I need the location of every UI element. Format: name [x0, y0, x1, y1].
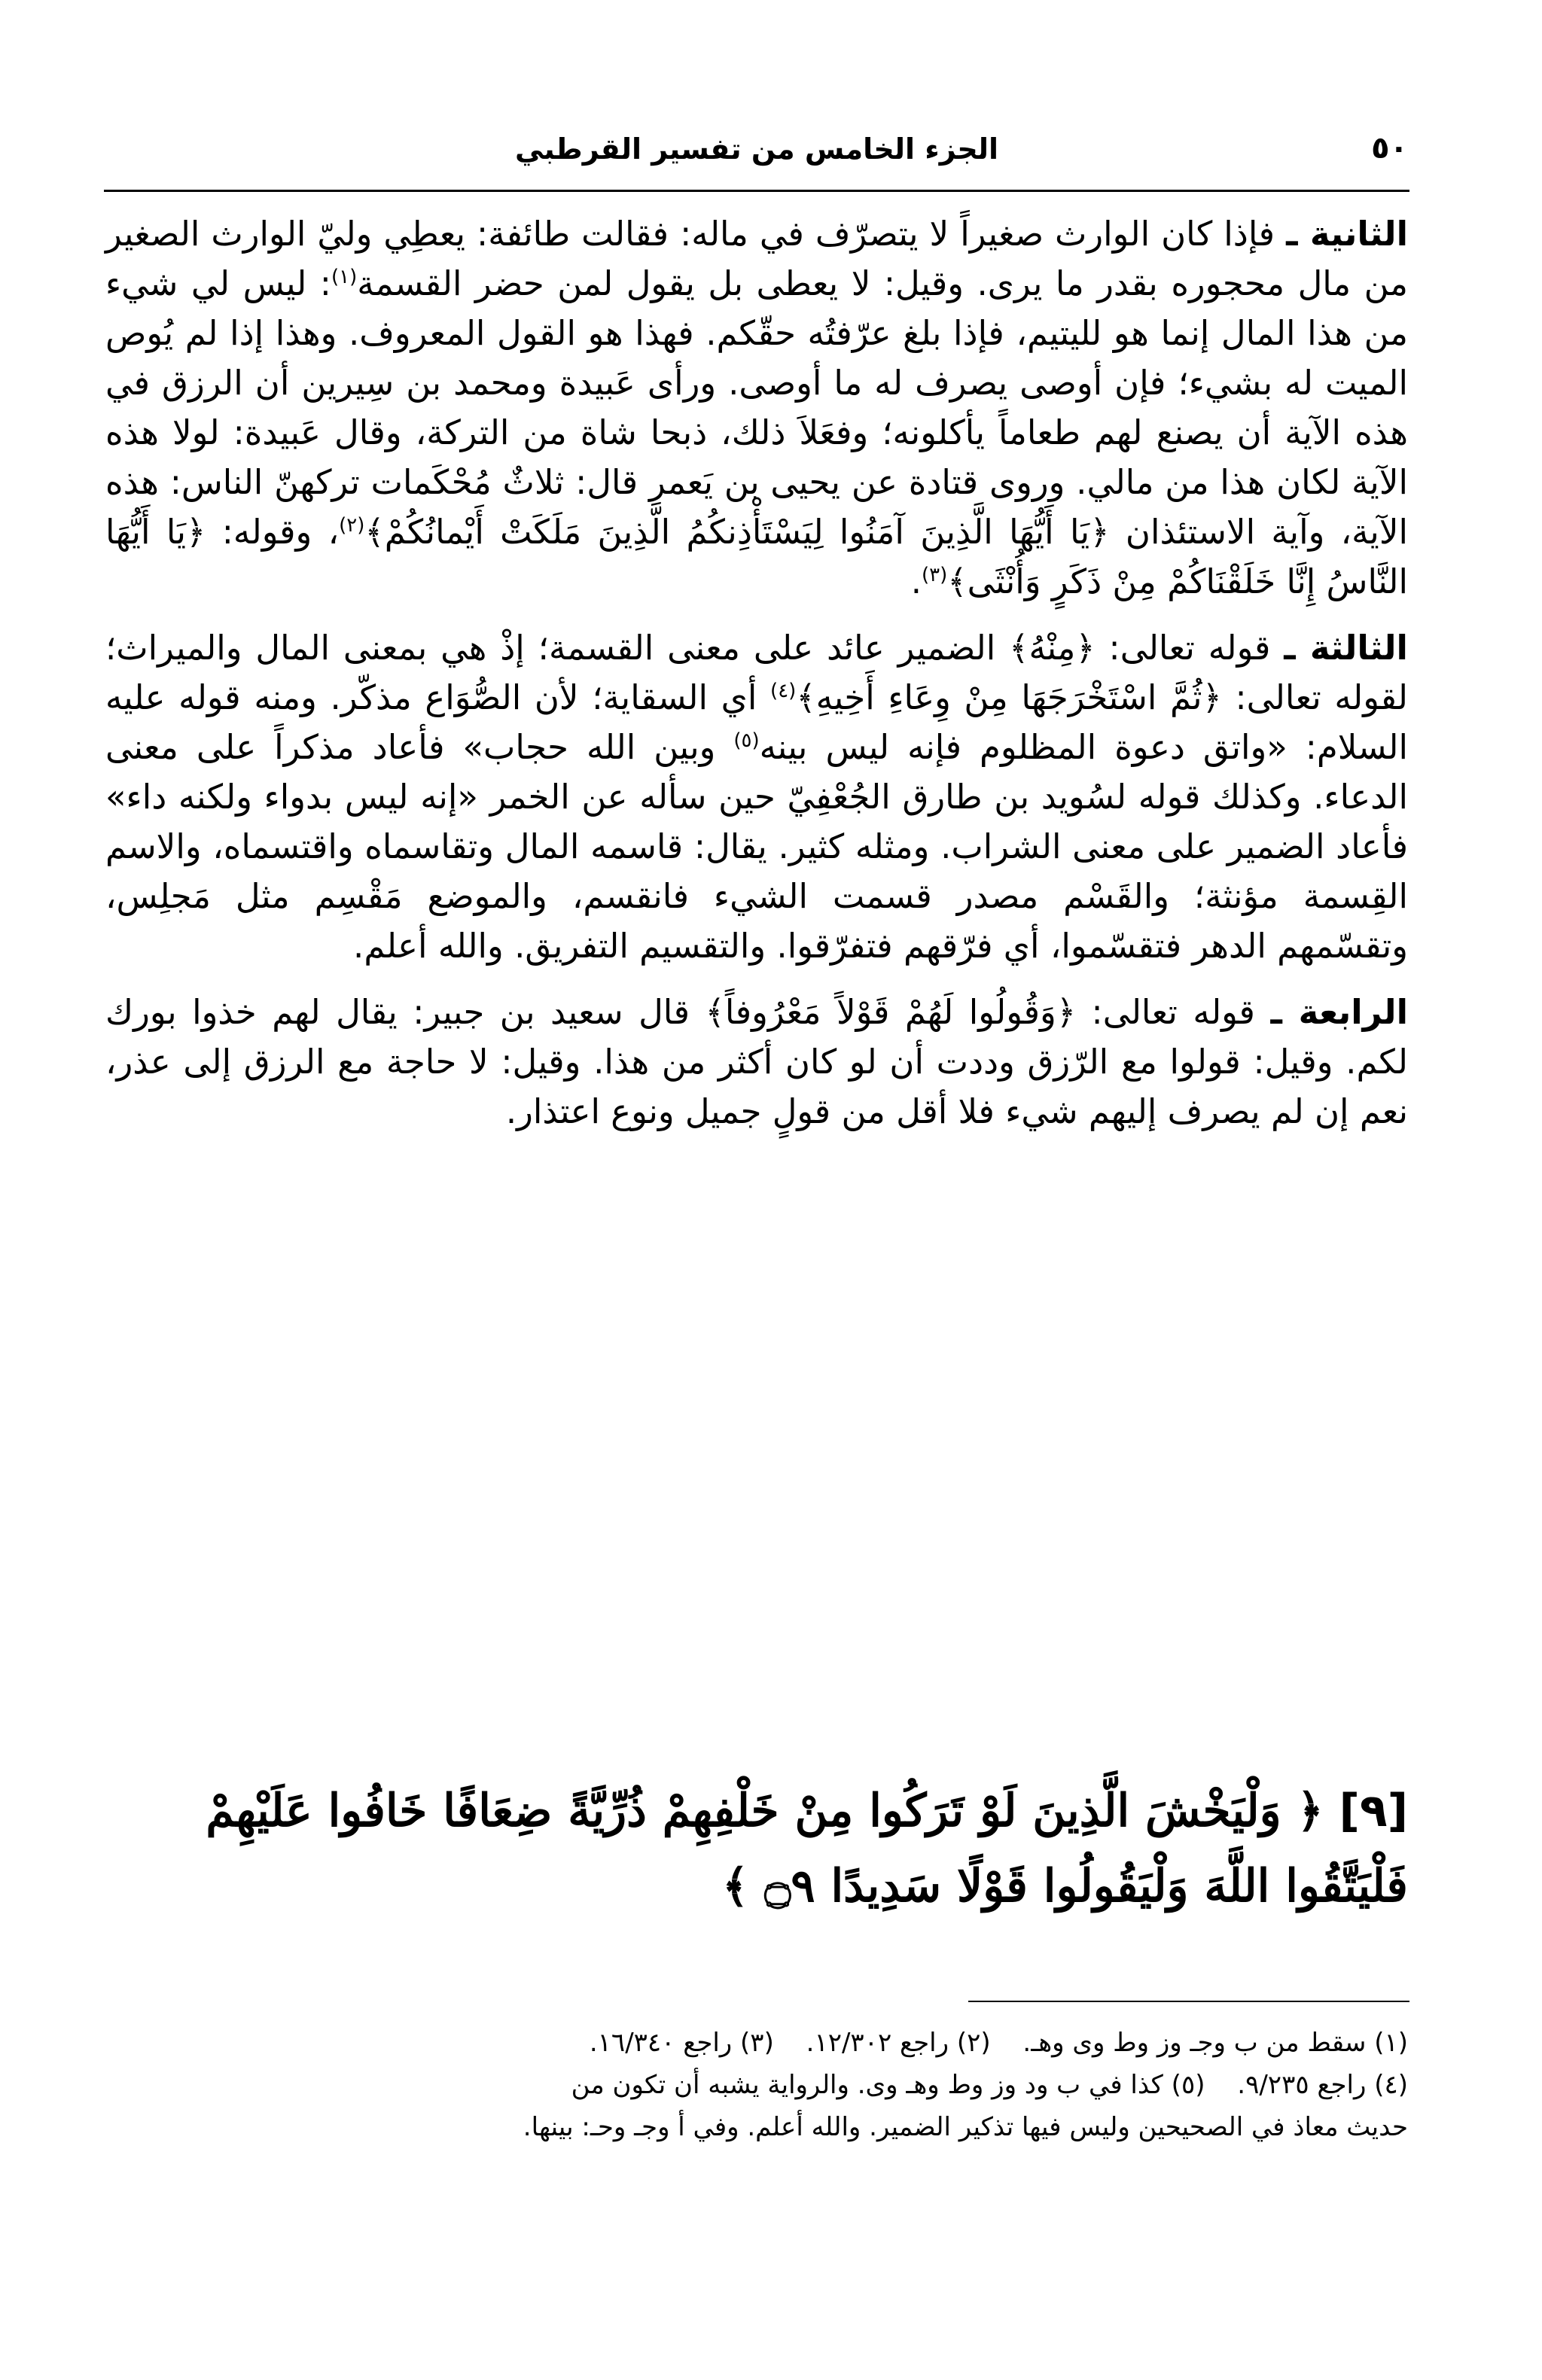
paragraph-fourth — [105, 988, 1408, 1137]
footnote-divider — [968, 2001, 1409, 2002]
footnote-ref: (١) — [331, 266, 358, 288]
running-title: الجزء الخامس من تفسير القرطبي — [514, 132, 999, 166]
footnote: (٢) راجع ١٢/٣٠٢. — [806, 2028, 991, 2058]
paragraph-text: ، وقوله: ﴿يَا أَيُّهَا النَّاسُ إِنَّا خَلَقْنَاكُمْ مِنْ ذَكَرٍ وَأُنْثَى﴾ — [105, 512, 1408, 601]
paragraph-lead: الثانية ـ — [1286, 214, 1408, 254]
paragraph-lead: الرابعة ـ — [1270, 992, 1408, 1032]
paragraph-text: : ليس لي شيء من هذا المال إنما هو لليتيم، فإذا بلغ عرّفتُه حقّكم. فهذا هو القول المعروف. وهذا إذا لم يُوص الميت له بشيء؛ فإن أوصى يصرف له ما أوصى. ورأى عَبيدة ومحمد بن سِيرين أن الرزق في هذه الآية أن يصنع لهم طعاماً يأكلونه؛ وفعَلاَ ذلك، ذبحا شاة من التركة، وقال عَبيدة: لولا هذه الآية لكان هذا من مالي. وروى قتادة عن يحيى بن يَعمر قال: ثلاثٌ مُحْكَمات تركهنّ الناس: هذه الآية، وآية الاستئذان ﴿يَا أَيُّهَا الَّذِينَ آمَنُوا لِيَسْتَأْذِنكُمُ الَّذِينَ مَلَكَتْ أَيْمانُكُمْ﴾ — [105, 263, 1408, 552]
footnote-ref: (٥) — [733, 729, 760, 752]
footnote: (٣) راجع ١٦/٣٤٠. — [589, 2028, 774, 2058]
footnote-line — [105, 2106, 1408, 2148]
paragraph-text: قوله تعالى: ﴿مِنْهُ﴾ الضمير عائد على معنى القسمة؛ إذْ هي بمعنى المال والميراث؛ لقوله تعالى: ﴿ثُمَّ اسْتَخْرَجَهَا مِنْ وِعَاءِ أَخِيهِ﴾ — [105, 628, 1408, 717]
header-divider — [104, 190, 1409, 192]
footnote: (١) سقط من ب وجـ وز وط وى وهـ. — [1022, 2028, 1408, 2058]
paragraph-text: . — [910, 562, 922, 601]
page-header — [105, 126, 1408, 194]
footnote: (٥) كذا في ب ود وز وط وهـ وى. والرواية يشبه أن تكون من — [571, 2070, 1205, 2100]
quran-verse — [105, 1773, 1408, 1924]
footnote: (٤) راجع ٩/٢٣٥. — [1237, 2070, 1408, 2100]
paragraph-text: قوله تعالى: ﴿وَقُولُوا لَهُمْ قَوْلاً مَعْرُوفاً﴾ قال سعيد بن جبير: يقال لهم خذوا بورك لكم. وقيل: قولوا مع الرّزق وددت أن لو كان أكثر من هذا. وقيل: لا حاجة مع الرزق إلى عذر، نعم إن لم يصرف إليهم شيء فلا أقل من قولٍ جميل ونوع اعتذار. — [105, 992, 1408, 1131]
verse-number: [٩] — [1339, 1785, 1408, 1837]
footnotes — [105, 2022, 1408, 2148]
paragraph-lead: الثالثة ـ — [1284, 628, 1408, 668]
paragraph-text: وبين الله حجاب» فأعاد مذكراً على معنى الدعاء. وكذلك قوله لسُويد بن طارق الجُعْفِيّ حين سأله عن الخمر «إنه ليس بدواء ولكنه داء» فأعاد الضمير على معنى الشراب. ومثله كثير. يقال: قاسمه المال وتقاسماه واقتسماه، والاسم القِسمة مؤنثة؛ والقَسْم مصدر قسمت الشيء فانقسم، والموضع مَقْسِم مثل مَجلِس، وتقسّمهم الدهر فتقسّموا، أي فرّقهم فتفرّقوا. والتقسيم التفريق. والله أعلم. — [105, 727, 1408, 966]
footnote: حديث معاذ في الصحيحين وليس فيها تذكير الضمير. والله أعلم. وفي أ وجـ وحـ: بينها. — [523, 2112, 1408, 2142]
paragraph-second — [105, 209, 1408, 607]
commentary-body — [105, 209, 1408, 1137]
footnote-line — [105, 2022, 1408, 2064]
verse-text: ﴿ وَلْيَخْشَ الَّذِينَ لَوْ تَرَكُوا مِنْ خَلْفِهِمْ ذُرِّيَّةً ضِعَافًا خَافُوا عَلَيْهِمْ فَلْيَتَّقُوا اللَّهَ وَلْيَقُولُوا قَوْلًا سَدِيدًا ۝٩ ﴾ — [206, 1785, 1408, 1913]
paragraph-third — [105, 623, 1408, 971]
footnote-ref: (٤) — [770, 680, 797, 702]
paragraph-text: أي السقاية؛ لأن الصُّوَاع مذكّر. ومنه قوله عليه السلام: «واتق دعوة المظلوم فإنه ليس بينه — [105, 677, 1408, 767]
footnote-line — [105, 2064, 1408, 2106]
footnote-ref: (٣) — [922, 564, 948, 586]
footnote-ref: (٢) — [339, 514, 365, 537]
paragraph-text: فإذا كان الوارث صغيراً لا يتصرّف في ماله: فقالت طائفة: يعطِي وليّ الوارث الصغير من مال محجوره بقدر ما يرى. وقيل: لا يعطى بل يقول لمن حضر القسمة — [105, 214, 1408, 303]
page-number: ٥٠ — [1371, 131, 1408, 166]
